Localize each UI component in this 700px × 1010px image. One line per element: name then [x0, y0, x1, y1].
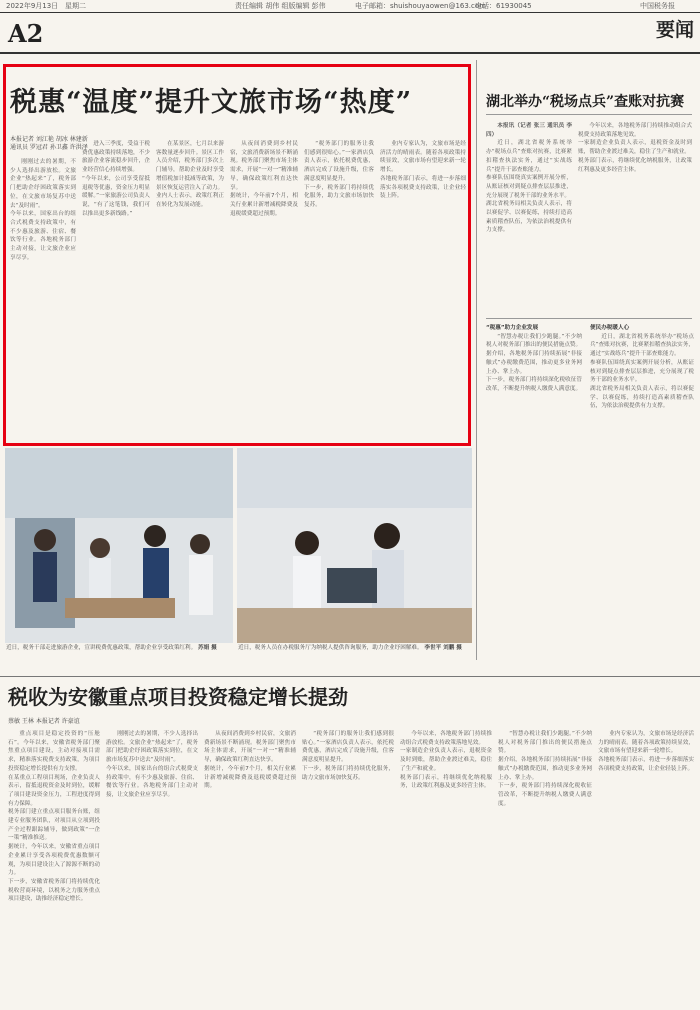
right-mid-rule [486, 318, 692, 319]
bottom-story-rule [0, 676, 700, 677]
bottom-headline: 税收为安徽重点项目投资稳定增长提劲 [8, 685, 348, 709]
lead-headline: 税惠“温度”提升文旅市场“热度” [10, 87, 413, 118]
newspaper-name: 中国税务报 [640, 2, 675, 10]
photo-tax-officers-visit [5, 448, 233, 643]
lead-column-6: 业内专家认为，文旅市场是经济活力的晴雨表。随着各项政策持续显效，文旅市场有望迎来新一轮增长。 各地税务部门表示，将进一步落细落实各项税费支持政策，让企业轻装上阵。 [380, 141, 466, 200]
bottom-column-5: 今年以来，各地税务部门持续推动组合式税费支持政策落地见效。 一家制造企业负责人表示，退税资金及时到账，帮助企业渡过难关，稳住了生产和就业。 税务部门表示，将继续优化纳税服务，让政策红利惠及更多经营主体。 [400, 731, 492, 790]
column-divider [476, 60, 477, 660]
page-number: A2 [8, 19, 44, 48]
lead-column-4: 从夜间消费到乡村民宿，文旅消费新场景不断涌现。税务部门聚焦市场主体需求，开展“一对一”精准辅导，确保政策红利直达快享。 据统计，今年前7个月，相关行业累计新增减税降费及退税缓费超过预期。 [230, 141, 298, 217]
right-headline-rule [486, 114, 692, 115]
bottom-column-6: “智慧办税让我们少跑腿。”不少纳税人对税务部门推出的便民措施点赞。 据介绍，各地税务部门持续拓展“非接触式”办税缴费范围，推动更多业务网上办、掌上办。 下一步，税务部门将持续深化税收征管改革，不断提升纳税人缴费人满意度。 [498, 731, 592, 807]
lead-byline: 本报记者 刘江艳 胡冰 林建新 通讯员 罗冠君 孙卫鑫 许洪泽 [10, 136, 88, 151]
bottom-column-1: 重点项目是稳定投资的“压舱石”。今年以来，安徽省税务部门聚焦重点项目建设，主动对接项目需求，精准落实税费支持政策，为项目投资稳定增长提供有力支撑。 在某重点工程项目现场，企业负责人表示，留抵退税资金及时到位，缓解了项目建设资金压力，工程进度得到有力保障。 税务部门建立重点项目服务台账，组建专业服务团队，对项目从立项到投产全过程跟踪辅导，做到政策“一企一策”精准推送。 据统计，今年以来，安徽省重点项目企业累计享受各项税费优惠数额可观，为项目建设注入了源源不断的动力。 下一步，安徽省税务部门将持续优化税收营商环境，以税务之力服务重点项目建设，助推经济稳定增长。 [8, 731, 100, 903]
bottom-column-4: “税务部门的服务让我们感到很贴心。”一家酒店负责人表示，依托税费优惠，酒店完成了设施升级，住客满意度明显提升。 下一步，税务部门将持续优化服务，助力文旅市场加快复苏。 [302, 731, 394, 781]
lead-column-1: 刚刚过去的暑期，不少人选择出游放松。文旅企业“热起来”了，税务部门把助企纾困政策落实到位，在文旅市场复苏中送去“及时雨”。 今年以来，国家出台的组合式税费支持政策中，有不少惠及旅游、住宿、餐饮等行业。各地税务部门主动对接，让文旅企业应享尽享。 [10, 159, 76, 261]
right-headline: 湖北举办“税场点兵”查账对抗赛 [486, 94, 685, 110]
right-section-3: “税惠”助力企业发展 “智慧办税让我们少跑腿。”不少纳税人对税务部门推出的便民措施点赞。 据介绍，各地税务部门持续拓展“非接触式”办税缴费范围，推动更多业务网上办、掌上办。 下一步，税务部门将持续深化税收征管改革，不断提升纳税人缴费人满意度。 [486, 325, 582, 392]
issue-date: 2022年9月13日 [6, 2, 59, 10]
top-info-bar [0, 0, 700, 12]
phone: 电话：61930045 [475, 2, 532, 10]
top-rule [0, 12, 700, 13]
email: 电子邮箱：shuishouyaowen@163.com [355, 2, 486, 10]
lead-column-5: “税务部门的服务让我们感到很贴心。”一家酒店负责人表示，依托税费优惠，酒店完成了设施升级，住客满意度明显提升。 下一步，税务部门将持续优化服务，助力文旅市场加快复苏。 [304, 141, 374, 208]
right-body: 本报讯（记者 张三 通讯员 李四） 近日，湖北省税务系统举办“税场点兵”查账对抗赛，比赛紧扣稽查执法实务，通过“实战练兵”提升干部查账能力。 参赛队伍围绕真实案例开展分析，从账证核对到疑点排查层层推进，充分展现了税务干部的业务水平。 湖北省税务局相关负责人表示，将以赛促学、以赛促练，持续打造高素质稽查队伍，为依法治税提供有力支撑。 [486, 123, 572, 234]
editors: 责任编辑 胡伟 组版编辑 彭伟 [235, 2, 326, 10]
photo-caption-2: 近日，税务人员在办税服务厅为纳税人提供咨询服务，助力企业纾困解难。 李世平 刘鹏 摄 [238, 645, 462, 651]
section-name: 要闻 [655, 19, 694, 41]
bottom-column-2: 刚刚过去的暑期，不少人选择出游放松。文旅企业“热起来”了，税务部门把助企纾困政策落实到位，在文旅市场复苏中送去“及时雨”。 今年以来，国家出台的组合式税费支持政策中，有不少惠及旅游、住宿、餐饮等行业。各地税务部门主动对接，让文旅企业应享尽享。 [106, 731, 198, 798]
photo-caption-1: 近日，税务干部走进旅游企业，宣讲税费优惠政策，帮助企业享受政策红利。 苏娟 摄 [6, 645, 217, 651]
photo-tax-service-hall [237, 448, 472, 643]
issue-weekday: 星期二 [65, 2, 86, 10]
header-rule [0, 52, 700, 54]
right-section-2: 今年以来，各地税务部门持续推动组合式税费支持政策落地见效。 一家制造企业负责人表示，退税资金及时到账，帮助企业渡过难关，稳住了生产和就业。 税务部门表示，将继续优化纳税服务，让政策红利惠及更多经营主体。 [578, 123, 692, 173]
lead-column-3: 在某景区，七月以来游客数量逐步回升。景区工作人员介绍，税务部门多次上门辅导，帮助企业及时享受增值税加计抵减等政策，为景区恢复运营注入了动力。 业内人士表示，政策红利正在转化为发展动能。 [156, 141, 224, 208]
bottom-column-7: 业内专家认为，文旅市场是经济活力的晴雨表。随着各项政策持续显效，文旅市场有望迎来新一轮增长。 各地税务部门表示，将进一步落细落实各项税费支持政策，让企业轻装上阵。 [598, 731, 694, 772]
lead-column-2: 进入三季度，受益于税费优惠政策持续落地，不少旅游企业客流稳步回升，企业经营信心持续增强。 “今年以来，公司享受留抵退税等优惠，资金压力明显缓解。”一家旅游公司负责人说，“有了这笔钱，我们可以推出更多新线路。” [82, 141, 150, 217]
bottom-byline: 蔡敏 王林 本报记者 许豪谊 [8, 718, 80, 725]
right-section-4: 便民办税暖人心 近日，湖北省税务系统举办“税场点兵”查账对抗赛，比赛紧扣稽查执法实务，通过“实战练兵”提升干部查账能力。 参赛队伍围绕真实案例开展分析，从账证核对到疑点排查层层推进，充分展现了税务干部的业务水平。 湖北省税务局相关负责人表示，将以赛促学、以赛促练，持续打造高素质稽查队伍，为依法治税提供有力支撑。 [590, 325, 694, 410]
bottom-column-3: 从夜间消费到乡村民宿，文旅消费新场景不断涌现。税务部门聚焦市场主体需求，开展“一对一”精准辅导，确保政策红利直达快享。 据统计，今年前7个月，相关行业累计新增减税降费及退税缓费超过预期。 [204, 731, 296, 790]
